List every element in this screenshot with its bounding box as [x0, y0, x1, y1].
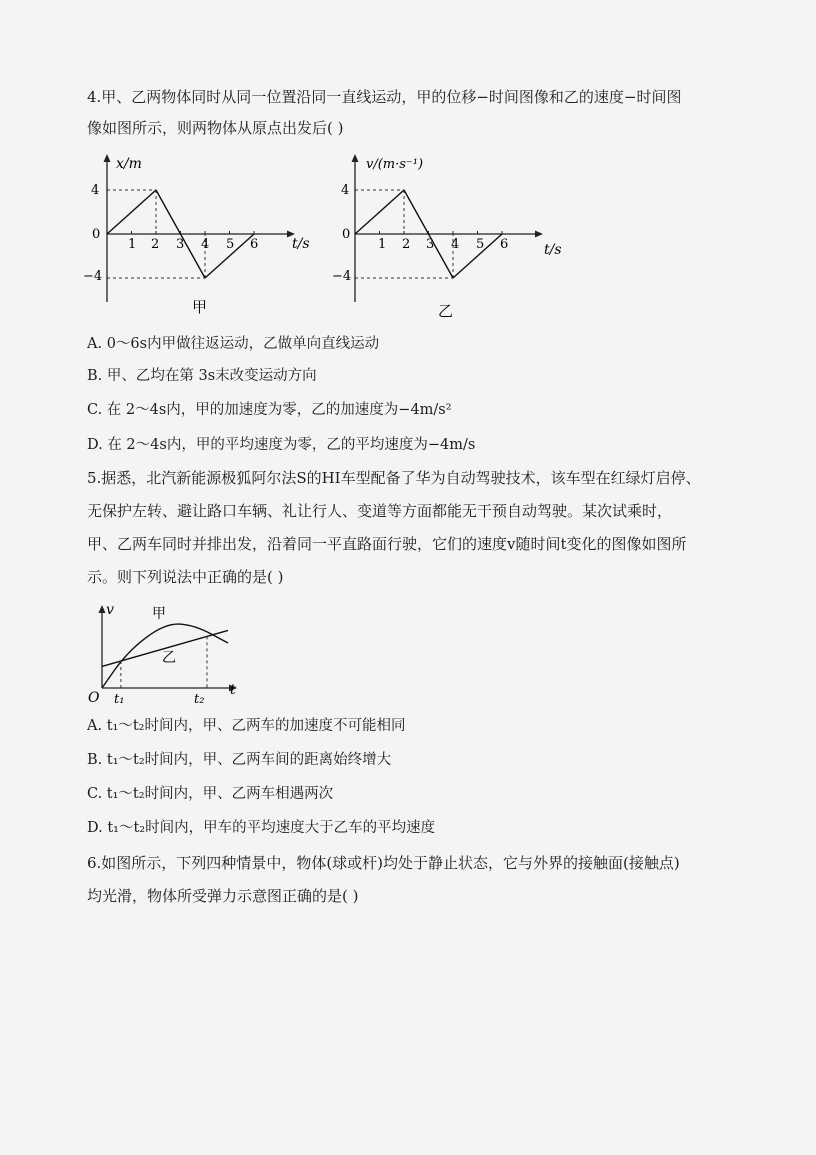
chart-jia-axes — [107, 156, 292, 302]
chart-jia-y-arrow — [104, 154, 111, 162]
chart-q5-xtick-t1: t₁ — [114, 692, 125, 707]
chart-yi-x-arrow — [535, 231, 543, 238]
chart-jia-ytick-4: 4 — [91, 183, 100, 198]
q5-option-c: C. t₁～t₂时间内，甲、乙两车相遇两次 — [87, 786, 334, 802]
chart-jia-xtick-4: 4 — [201, 237, 210, 252]
chart-q5-xtick-t2: t₂ — [194, 692, 205, 707]
chart-yi-ylabel: v/(m·s⁻¹) — [366, 157, 424, 172]
chart-q5-label-jia: 甲 — [152, 606, 166, 622]
chart-q5-ylabel: v — [106, 602, 114, 618]
chart-jia-xtick-5: 5 — [226, 237, 235, 252]
chart-yi-xtick-4: 4 — [451, 237, 460, 252]
q4-option-a: A. 0～6s内甲做往返运动，乙做单向直线运动 — [87, 336, 380, 352]
q4-stem-line1: 4.甲、乙两物体同时从同一位置沿同一直线运动，甲的位移−时间图像和乙的速度−时间图 — [87, 88, 682, 106]
chart-yi-y-arrow — [352, 154, 359, 162]
chart-jia-xtick-6: 6 — [250, 237, 259, 252]
chart-yi-ytick-4: 4 — [341, 183, 350, 198]
q5-option-d: D. t₁～t₂时间内，甲车的平均速度大于乙车的平均速度 — [87, 820, 436, 836]
chart-jia-ytick-0: 0 — [92, 227, 101, 242]
chart-yi-title: 乙 — [438, 302, 454, 320]
q4-option-c: C. 在 2～4s内，甲的加速度为零，乙的加速度为−4m/s² — [87, 402, 452, 418]
chart-q5-xlabel: t — [230, 682, 236, 698]
q4-option-b: B. 甲、乙均在第 3s末改变运动方向 — [87, 368, 317, 384]
chart-jia-title: 甲 — [192, 298, 208, 316]
q6-stem-line2: 均光滑，物体所受弹力示意图正确的是( ) — [87, 887, 359, 905]
q5-option-b: B. t₁～t₂时间内，甲、乙两车间的距离始终增大 — [87, 752, 392, 768]
chart-jia-xtick-3: 3 — [176, 237, 185, 252]
q6-stem-line1: 6.如图所示，下列四种情景中，物体(球或杆)均处于静止状态，它与外界的接触面(接触点) — [87, 854, 680, 872]
chart-jia-xt — [80, 150, 330, 320]
chart-jia-ytick-neg4: −4 — [83, 269, 103, 284]
chart-jia-xlabel: t/s — [292, 236, 310, 252]
chart-yi-xtick-5: 5 — [476, 237, 485, 252]
chart-yi-xtick-2: 2 — [402, 237, 411, 252]
chart-yi-vt — [328, 150, 588, 320]
q5-stem-line3: 甲、乙两车同时并排出发，沿着同一平直路面行驶，它们的速度v随时间t变化的图像如图所 — [87, 535, 687, 553]
chart-jia-xtick-1: 1 — [128, 237, 137, 252]
chart-yi-ytick-neg4: −4 — [332, 269, 352, 284]
q5-stem-line2: 无保护左转、避让路口车辆、礼让行人、变道等方面都能无干预自动驾驶。某次试乘时， — [87, 502, 673, 520]
q5-stem-line4: 示。则下列说法中正确的是( ) — [87, 568, 284, 586]
q4-stem-line2: 像如图所示，则两物体从原点出发后( ) — [87, 119, 344, 137]
q5-stem-line1: 5.据悉，北汽新能源极狐阿尔法S的HI车型配备了华为自动驾驶技术，该车型在红绿灯启停、 — [87, 469, 701, 487]
chart-yi-ytick-0: 0 — [342, 227, 351, 242]
chart-q5-origin: O — [88, 690, 100, 706]
chart-yi-axes — [355, 156, 540, 302]
chart-yi-xtick-6: 6 — [500, 237, 509, 252]
q4-option-d: D. 在 2～4s内，甲的平均速度为零，乙的平均速度为−4m/s — [87, 437, 476, 453]
chart-yi-xtick-1: 1 — [378, 237, 387, 252]
chart-yi-xlabel: t/s — [544, 242, 562, 258]
chart-yi-xtick-3: 3 — [426, 237, 435, 252]
chart-jia-segment-1 — [107, 190, 156, 234]
chart-q5-label-yi: 乙 — [162, 650, 176, 666]
chart-jia-xtick-2: 2 — [151, 237, 160, 252]
chart-yi-segment-1 — [355, 190, 404, 234]
chart-jia-ylabel: x/m — [116, 156, 142, 172]
q5-option-a: A. t₁～t₂时间内，甲、乙两车的加速度不可能相同 — [87, 718, 406, 734]
chart-q5-vt — [84, 600, 254, 710]
chart-q5-y-arrow — [99, 605, 106, 613]
